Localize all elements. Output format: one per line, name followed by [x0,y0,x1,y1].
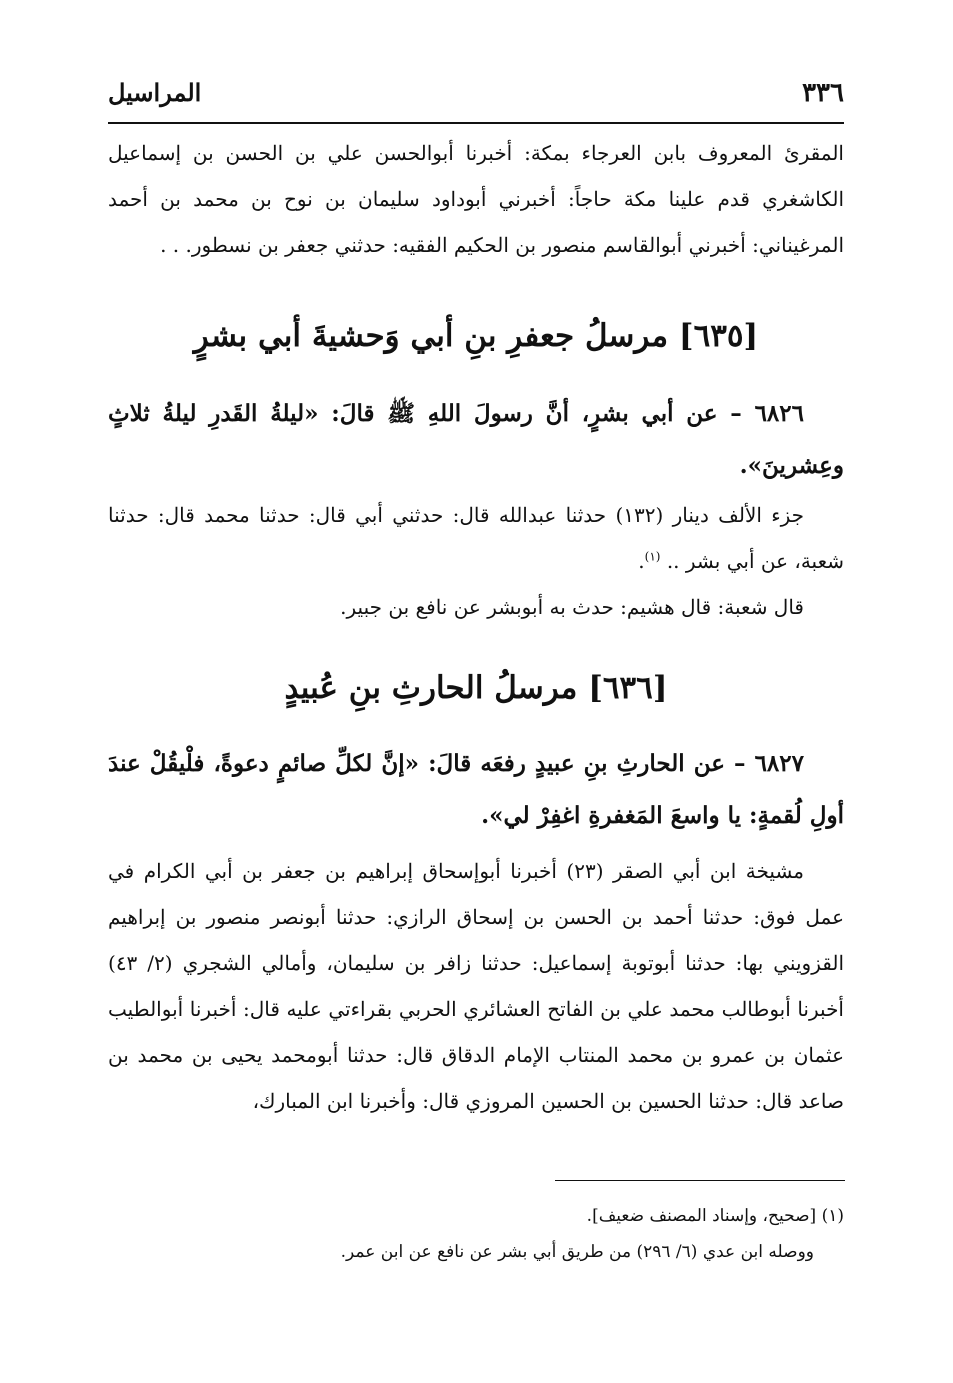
source-end: . [638,549,645,573]
footnote-1-continuation: ووصله ابن عدي (٦/ ٢٩٦) من طريق أبي بشر عن نافع عن ابن عمر. [340,1242,814,1262]
page-header [108,78,844,116]
footnote-marker: (١) [644,549,661,564]
running-title: المراسيل [108,78,202,107]
source-text: جزء الألف دينار (١٣٢) حدثنا عبدالله قال: حدثني أبي قال: حدثنا محمد قال: حدثنا شعبة، عن أبي بشر .. [108,503,844,573]
note-line-635: قال شعبة: قال هشيم: حدث به أبوبشر عن نافع بن جبير. [340,595,804,619]
source-paragraph-636: مشيخة ابن أبي الصقر (٢٣) أخبرنا أبوإسحاق إبراهيم بن جعفر بن أبي الكرام في عمل فوق: حدثنا أحمد بن الحسن بن إسحاق الرازي: حدثنا أبونصر منصور بن إبراهيم القزويني بها: حدثنا أبوتوبة إسماعيل: حدثنا زافر بن سليمان، وأمالي الشجري (٢/ ٤٣) أخبرنا أبوطالب محمد علي بن الفاتح العشائري الحربي بقراءتي عليه قال: أخبرنا أبوالطيب عثمان بن عمرو بن محمد المنتاب الإمام الدقاق قال: حدثنا أبومحمد يحيى بن محمد بن صاعد قال: حدثنا الحسين بن الحسين المروزي قال: وأخبرنا ابن المبارك، [108,859,845,1113]
hadith-6827: ٦٨٢٧ – عن الحارثِ بنِ عبيدٍ رفعَه قالَ: «إنَّ لكلِّ صائمٍ دعوةً، فلْيقُلْ عندَ أولِ لُقمةٍ: يا واسعَ المَغفرةِ اغفِرْ لي». [108,750,844,829]
footnote-1: (١) [صحيح، وإسناد المصنف ضعيف]. [586,1206,844,1226]
hadith-6826: ٦٨٢٦ – عن أبي بشرٍ، أنَّ رسولَ اللهِ ﷺ قالَ: «ليلةُ القَدرِ ليلةُ ثلاثٍ وعِشرينَ». [108,400,844,479]
page-number: ٣٣٦ [802,78,844,108]
footnote-rule [555,1180,845,1181]
intro-paragraph: المقرئ المعروف بابن العرجاء بمكة: أخبرنا أبوالحسن علي بن الحسن بن إسماعيل الكاشغري قدم علينا مكة حاجاً: أخبرني أبوداود سليمان بن نوح بن محمد بن أحمد المرغيناني: أخبرني أبوالقاسم منصور بن الحكيم الفقيه: حدثني جعفر بن نسطور. . . [108,141,844,257]
source-paragraph-635 [108,492,844,584]
section-title-635: [٦٣٥] مرسلُ جعفرِ بنِ أبي وَحشيةَ أبي بشرٍ [193,318,759,354]
section-title-636: [٦٣٦] مرسلُ الحارثِ بنِ عُبيدٍ [284,670,668,706]
header-rule [108,122,844,124]
